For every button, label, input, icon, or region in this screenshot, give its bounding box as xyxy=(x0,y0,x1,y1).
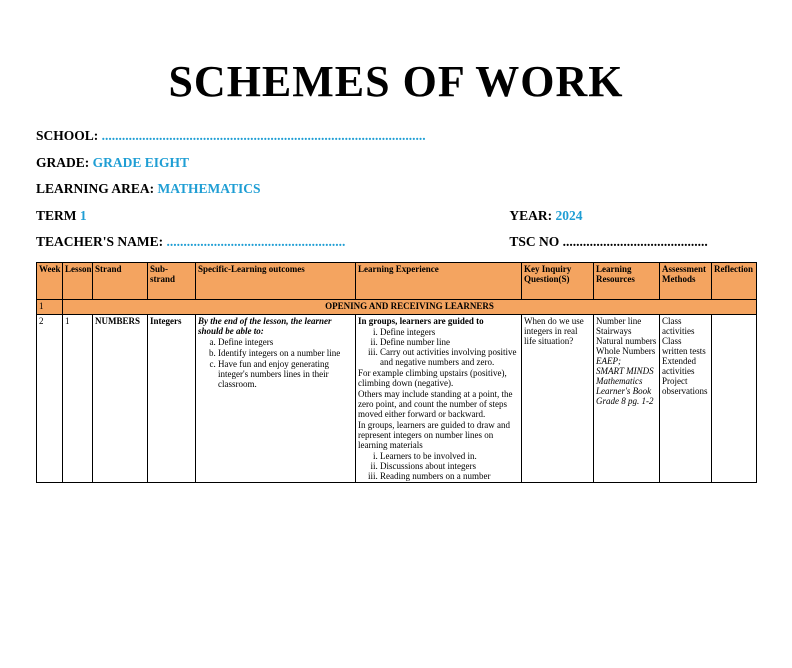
experience-list-1 xyxy=(372,327,519,367)
assessment-item: Project observations xyxy=(662,375,708,397)
header-key-inquiry-question: Key Inquiry Question(S) xyxy=(522,262,594,299)
learning-area-row xyxy=(36,182,756,196)
cell-specific-learning-outcomes xyxy=(196,314,356,482)
header-assessment-methods: Assessment Methods xyxy=(660,262,712,299)
page-title: SCHEMES OF WORK xyxy=(168,57,624,106)
term-segment xyxy=(36,209,506,223)
teacher-tsc-row xyxy=(36,235,756,249)
header-specific-learning-outcomes: Specific-Learning outcomes xyxy=(196,262,356,299)
year-segment xyxy=(509,209,582,223)
assessment-item: Extended activities xyxy=(662,355,696,376)
experience-item: ii. Discussions about integers xyxy=(380,461,519,471)
band-label: OPENING AND RECEIVING LEARNERS xyxy=(63,299,757,314)
teacher-dots: ..................................................... xyxy=(166,234,346,249)
experience-item: iii. Reading numbers on a number xyxy=(380,471,519,481)
cell-substrand: Integers xyxy=(148,314,196,482)
experience-paragraph: For example climbing upstairs (positive), climbing down (negative). xyxy=(358,367,507,388)
document-page xyxy=(0,56,792,668)
outcomes-list xyxy=(212,337,353,389)
tsc-segment xyxy=(509,235,707,249)
experience-item: i. Learners to be involved in. xyxy=(380,451,519,461)
grade-value: GRADE EIGHT xyxy=(92,154,190,170)
table-row xyxy=(37,314,757,482)
header-learning-experience: Learning Experience xyxy=(356,262,522,299)
resource-item: Stairways xyxy=(596,325,632,336)
tsc-dots: ........................................... xyxy=(562,234,708,249)
experience-item: ii. Define number line xyxy=(380,337,519,347)
cell-learning-experience xyxy=(356,314,522,482)
school-dots: ................................................................................................ xyxy=(101,128,426,143)
schemes-of-work-table xyxy=(36,262,757,483)
cell-week: 2 xyxy=(37,314,63,482)
outcomes-item: c. Have fun and enjoy generating integer's numbers lines in their classroom. xyxy=(218,359,353,389)
cell-assessment-methods xyxy=(660,314,712,482)
header-lesson: Lesson xyxy=(63,262,93,299)
header-strand: Strand xyxy=(93,262,148,299)
resource-item: Number line xyxy=(596,315,642,326)
outcomes-item: a. Define integers xyxy=(218,337,353,347)
school-label: SCHOOL: xyxy=(36,128,99,143)
cell-strand: NUMBERS xyxy=(93,314,148,482)
resource-reference: Grade 8 pg. 1-2 xyxy=(596,396,654,407)
outcomes-item: b. Identify integers on a number line xyxy=(218,348,353,358)
table-header-row xyxy=(37,262,757,299)
year-value: 2024 xyxy=(555,207,583,223)
header-learning-resources: Learning Resources xyxy=(594,262,660,299)
header-week: Week xyxy=(37,262,63,299)
term-value: 1 xyxy=(79,207,87,223)
resource-reference: SMART MINDS xyxy=(596,365,654,376)
experience-list-2 xyxy=(372,451,519,481)
learning-area-value: MATHEMATICS xyxy=(157,181,261,196)
school-row xyxy=(36,129,756,143)
assessment-item: Class activities xyxy=(662,315,695,336)
band-week-number: 1 xyxy=(37,299,63,314)
cell-reflection xyxy=(712,314,757,482)
teacher-label: TEACHER'S NAME: xyxy=(36,234,164,249)
document-meta xyxy=(36,129,756,249)
assessment-item: Class written tests xyxy=(662,335,706,356)
experience-paragraph: In groups, learners are guided to draw and represent integers on number lines on learning materials xyxy=(358,420,510,451)
cell-key-inquiry-question: When do we use integers in real life situation? xyxy=(522,314,594,482)
term-year-row xyxy=(36,209,756,223)
resource-item: Whole Numbers xyxy=(596,345,656,356)
year-label: YEAR: xyxy=(509,207,553,223)
experience-paragraph: Others may include standing at a point, the zero point, and count the number of steps moved either forward or backward. xyxy=(358,389,513,420)
resource-reference: Mathematics xyxy=(596,375,643,386)
cell-learning-resources xyxy=(594,314,660,482)
tsc-label: TSC NO xyxy=(509,234,560,249)
table-band-row xyxy=(37,299,757,314)
grade-label: GRADE: xyxy=(36,154,90,170)
grade-row xyxy=(36,156,756,170)
header-reflection: Reflection xyxy=(712,262,757,299)
resource-reference: EAEP; xyxy=(596,355,621,366)
experience-item: i. Define integers xyxy=(380,327,519,337)
experience-item: iii. Carry out activities involving positive and negative numbers and zero. xyxy=(380,347,519,367)
learning-area-label: LEARNING AREA: xyxy=(36,181,155,196)
term-label: TERM xyxy=(36,207,77,223)
outcomes-lead: By the end of the lesson, the learner should be able to: xyxy=(198,315,332,336)
resource-item: Natural numbers xyxy=(596,335,657,346)
cell-lesson: 1 xyxy=(63,314,93,482)
teacher-segment xyxy=(36,235,506,249)
experience-lead: In groups, learners are guided to xyxy=(358,315,484,326)
resource-reference: Learner's Book xyxy=(596,386,652,397)
header-substrand: Sub-strand xyxy=(148,262,196,299)
